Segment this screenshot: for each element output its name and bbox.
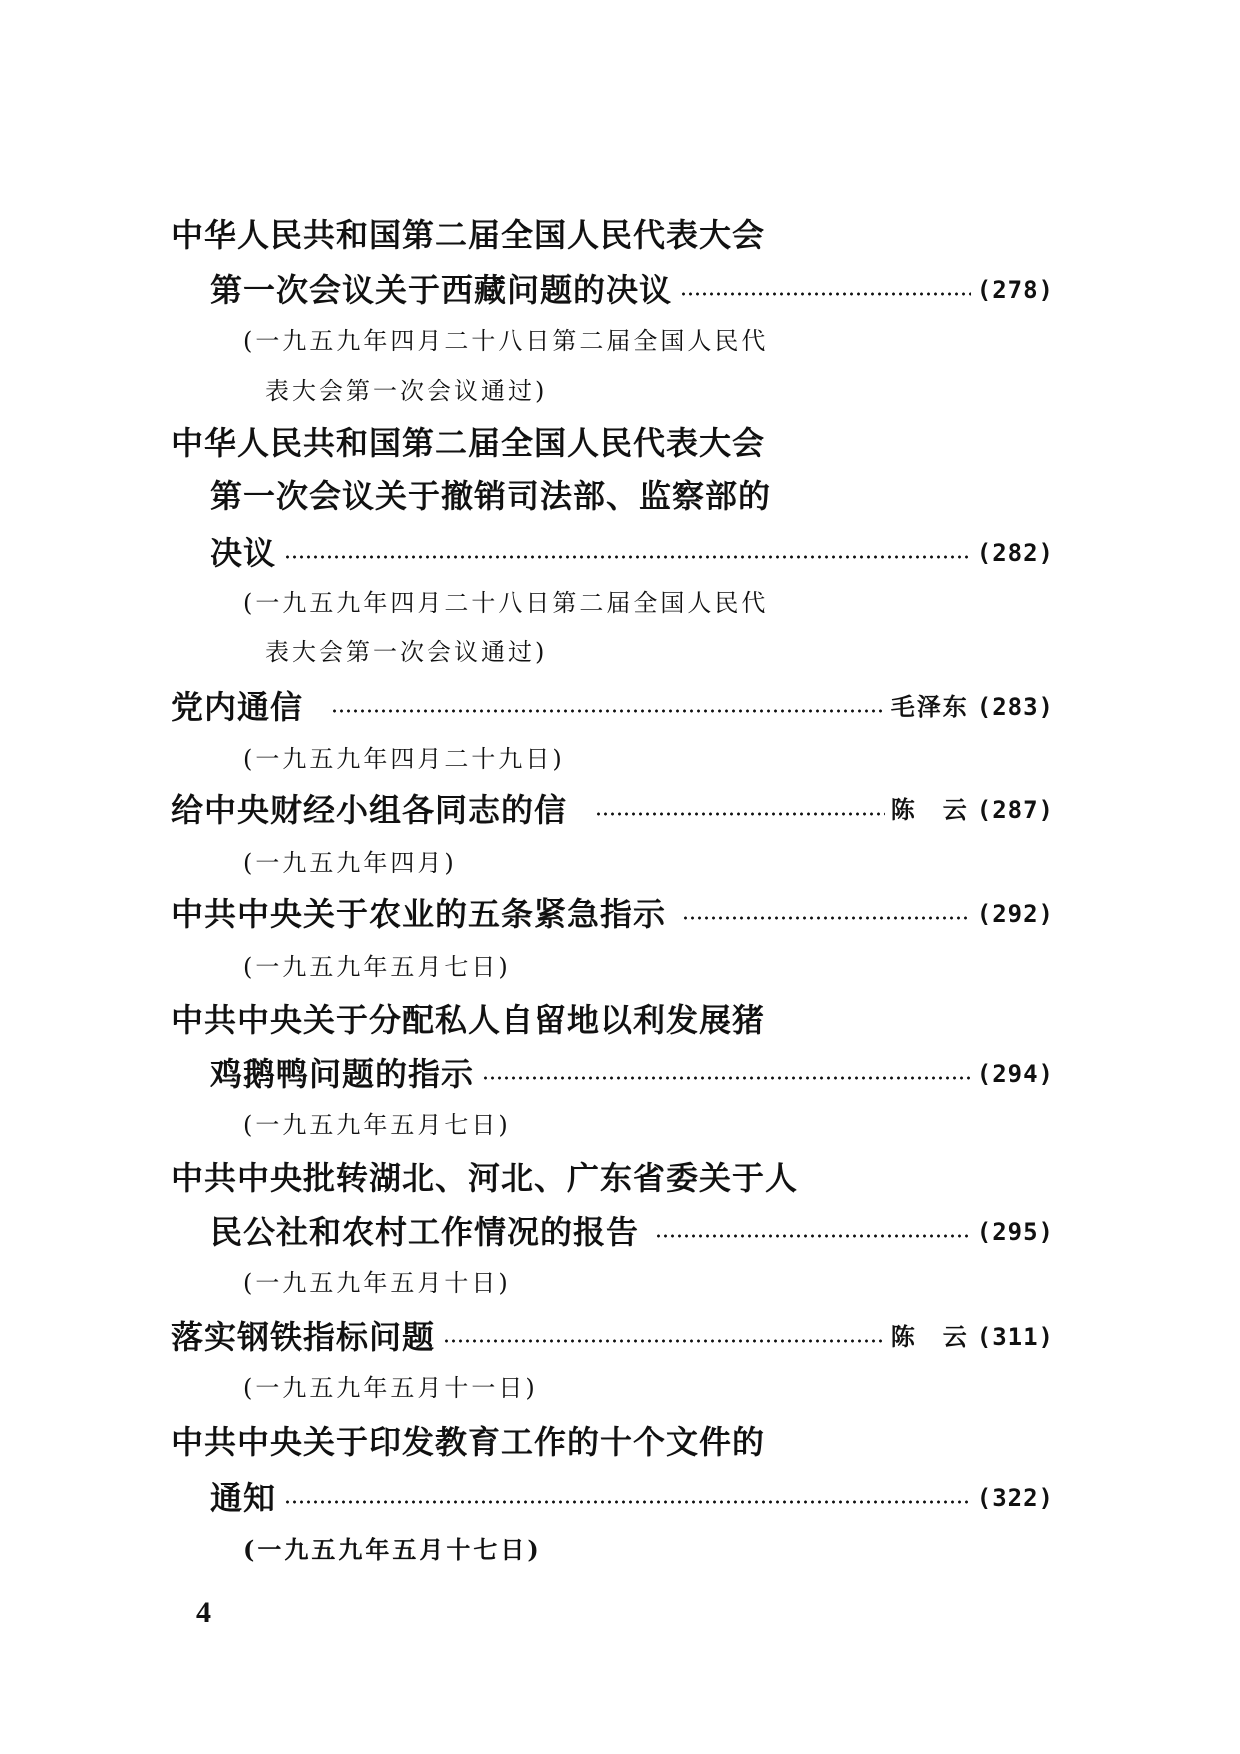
toc-entry-note (243, 843, 457, 883)
note-text: (一九五九年五月十七日) (243, 1535, 542, 1564)
dot-leader (284, 555, 971, 559)
title-text: 第一次会议关于西藏问题的决议 (210, 271, 673, 309)
toc-entry-title-line (171, 1422, 765, 1462)
note-text: (一九五九年五月七日) (243, 953, 511, 981)
note-text: (一九五九年五月十日) (243, 1269, 511, 1297)
page-number: (295) (976, 1218, 1054, 1246)
note-text: 表大会第一次会议通过) (265, 377, 548, 405)
title-text: 第一次会议关于撤销司法部、监察部的 (210, 477, 772, 515)
author: 毛泽东 (890, 692, 969, 721)
dot-leader (284, 1500, 971, 1504)
dot-leader (682, 916, 971, 920)
title-text: 决议 (210, 534, 277, 572)
toc-entry-title-line (210, 476, 771, 516)
dot-leader (655, 1234, 971, 1238)
toc-entry-note (243, 1105, 511, 1145)
toc-entry-title-line (171, 1158, 798, 1198)
note-text: 表大会第一次会议通过) (265, 638, 548, 666)
toc-entry-title-line[interactable] (210, 270, 1054, 310)
title-text: 中华人民共和国第二届全国人民代表大会 (171, 424, 766, 462)
note-text: (一九五九年五月七日) (243, 1111, 511, 1139)
toc-entry-note (265, 632, 547, 672)
toc-entry-note (243, 1263, 511, 1303)
toc-entry-title-line (171, 1000, 765, 1040)
page-number: (311) (976, 1323, 1054, 1351)
toc-entry-note (243, 1368, 538, 1408)
dot-leader (482, 1076, 971, 1080)
toc-entry-note (243, 739, 565, 779)
title-text: 鸡鹅鸭问题的指示 (210, 1055, 475, 1093)
title-text: 中共中央关于农业的五条紧急指示 (171, 895, 667, 933)
toc-entry-title-line[interactable] (171, 894, 1054, 934)
toc-entry-note (243, 1530, 542, 1570)
toc-entry-title-line[interactable] (171, 687, 1054, 727)
page-number: (283) (976, 693, 1054, 721)
dot-leader (595, 812, 885, 816)
title-text: 中华人民共和国第二届全国人民代表大会 (171, 216, 766, 254)
page-number: (287) (976, 796, 1054, 824)
toc-entry-title-line (171, 423, 765, 463)
title-text: 中共中央关于印发教育工作的十个文件的 (171, 1423, 766, 1461)
note-text: (一九五九年四月二十八日第二届全国人民代 (243, 327, 769, 355)
dot-leader (680, 292, 971, 296)
title-text: 给中央财经小组各同志的信 (171, 791, 568, 829)
author: 陈 云 (890, 795, 969, 824)
toc-entry-title-line[interactable] (210, 1478, 1054, 1518)
toc-entry-note (243, 321, 768, 361)
page-number: (282) (976, 539, 1054, 567)
toc-entry-title-line[interactable] (210, 1212, 1054, 1252)
note-text: (一九五九年四月二十八日第二届全国人民代 (243, 589, 769, 617)
title-text: 通知 (210, 1479, 277, 1517)
dot-leader (443, 1339, 885, 1343)
note-text: (一九五九年四月二十九日) (243, 745, 565, 773)
toc-entry-note (243, 583, 768, 623)
author: 陈 云 (890, 1322, 969, 1351)
toc-entry-note (265, 371, 547, 411)
title-text: 落实钢铁指标问题 (171, 1318, 436, 1356)
page-number: (294) (976, 1060, 1054, 1088)
page-number: (278) (976, 276, 1054, 304)
dot-leader (331, 709, 885, 713)
note-text: (一九五九年五月十一日) (243, 1374, 538, 1402)
title-text: 中共中央关于分配私人自留地以利发展猪 (171, 1001, 766, 1039)
title-text: 民公社和农村工作情况的报告 (210, 1213, 640, 1251)
title-text: 中共中央批转湖北、河北、广东省委关于人 (171, 1159, 799, 1197)
note-text: (一九五九年四月) (243, 849, 457, 877)
toc-entry-title-line[interactable] (210, 533, 1054, 573)
toc-entry-note (243, 947, 511, 987)
page-number: (322) (976, 1484, 1054, 1512)
title-text: 党内通信 (171, 688, 304, 726)
toc-entry-title-line (171, 215, 765, 255)
page-number: (292) (976, 900, 1054, 928)
page-folio: 4 (196, 1596, 211, 1629)
toc-entry-title-line[interactable] (171, 1317, 1054, 1357)
toc-entry-title-line[interactable] (210, 1054, 1054, 1094)
toc-entry-title-line[interactable] (171, 790, 1054, 830)
